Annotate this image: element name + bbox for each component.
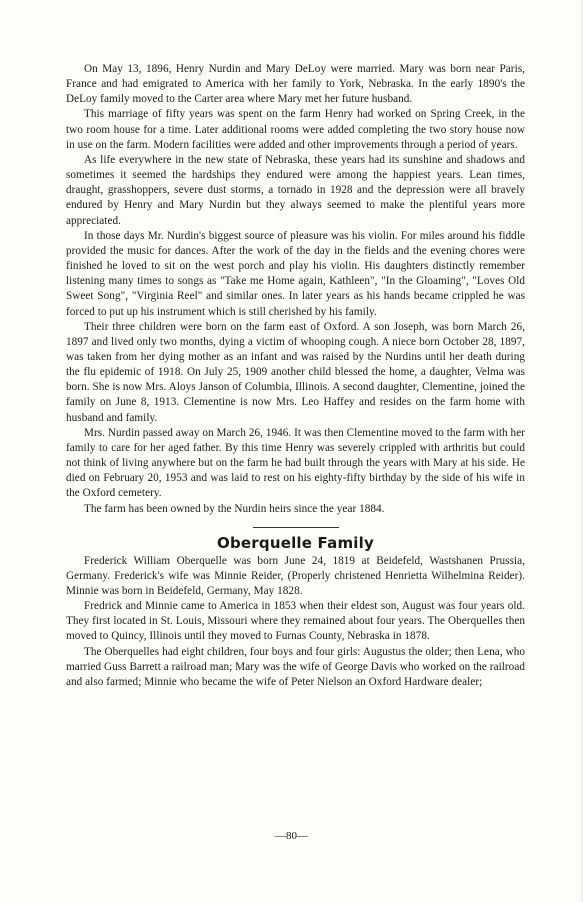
page-body <box>66 62 525 690</box>
paragraph-farm-house: This marriage of fifty years was spent on the farm Henry had worked on Spring Creek, in the two room house for a time. Later additional rooms were added completing the two story house now in use on the farm. Modern facilities were added and other improvements through a period of years. <box>66 108 525 151</box>
paragraph-violin: In those days Mr. Nurdin's biggest source of pleasure was his violin. For miles around his fiddle provided the music for dances. After the work of the day in the fields and the evening chores were finished he loved to sit on the west porch and play his violin. His daughters distinctly remember listening many times to songs as "Take me Home again, Kathleen", "In the Gloaming", "Loves Old Sweet Song", "Virginia Reel" and similar ones. In later years as his hands became crippled he was forced to put up his instrument which is still cherished by his family. <box>66 229 525 318</box>
paragraph-nebraska-life: As life everywhere in the new state of Nebraska, these years had its sunshine and shadows and sometimes it seemed the hardships they endured were among the happiest years. Lean times, draught, grasshoppers, severe dust storms, a tornado in 1928 and the depression were all bravely endured by Henry and Mary Nurdin but they always seemed to make the plentiful years more appreciated. <box>66 153 525 227</box>
paragraph-oberquelle-america: Fredrick and Minnie came to America in 1853 when their eldest son, August was four years old. They first located in St. Louis, Missouri where they remained about four years. The Oberquelles then moved to Quincy, Illinois until they moved to Furnas County, Nebraska in 1878. <box>66 600 525 643</box>
paragraph-marriage: On May 13, 1896, Henry Nurdin and Mary DeLoy were married. Mary was born near Paris, France and had emigrated to America with her family to York, Nebraska. In the early 1890's the DeLoy family moved to the Carter area where Mary met her future husband. <box>66 63 525 106</box>
paragraph-death: Mrs. Nurdin passed away on March 26, 1946. It was then Clementine moved to the farm with her family to care for her aged father. By this time Henry was severely crippled with arthritis but could not think of living anywhere but on the farm he had built through the years with Mary at his side. He died on February 20, 1953 and was laid to rest on his eighty-fifty birthday by the side of his wife in the Oxford cemetery. <box>66 426 525 500</box>
section-heading: Oberquelle Family <box>217 533 374 552</box>
paragraph-oberquelle-children: The Oberquelles had eight children, four boys and four girls: Augustus the older; then Lena, who married Guss Barrett a railroad man; Mary was the wife of George Davis who worked on the railroad and also farmed; Minnie who became the wife of Peter Nielson an Oxford Hardware dealer; <box>66 645 525 688</box>
section-divider <box>253 527 339 528</box>
paragraph-farm-owned: The farm has been owned by the Nurdin heirs since the year 1884. <box>84 502 385 515</box>
paragraph-children: Their three children were born on the farm east of Oxford. A son Joseph, was born March 26, 1897 and lived only two months, dying a victim of whooping cough. A niece born October 28, 1897, was taken from her dying mother as an infant and was raised by the Nurdins until her death during the flu epidemic of 1918. On July 25, 1909 another child blessed the home, a daughter, Velma was born. She is now Mrs. Aloys Janson of Columbia, Illinois. A second daughter, Clementine, joined the family on June 8, 1913. Clementine is now Mrs. Leo Haffey and resides on the farm home with husband and family. <box>66 320 525 424</box>
page-number: —80— <box>275 830 308 842</box>
paragraph-oberquelle-birth: Frederick William Oberquelle was born June 24, 1819 at Beidefeld, Wastshanen Prussia, Germany. Frederick's wife was Minnie Reider, (Properly christened Henrietta Wilhelmina Reider). Minnie was born in Beidefeld, Germany, May 1828. <box>66 554 525 597</box>
